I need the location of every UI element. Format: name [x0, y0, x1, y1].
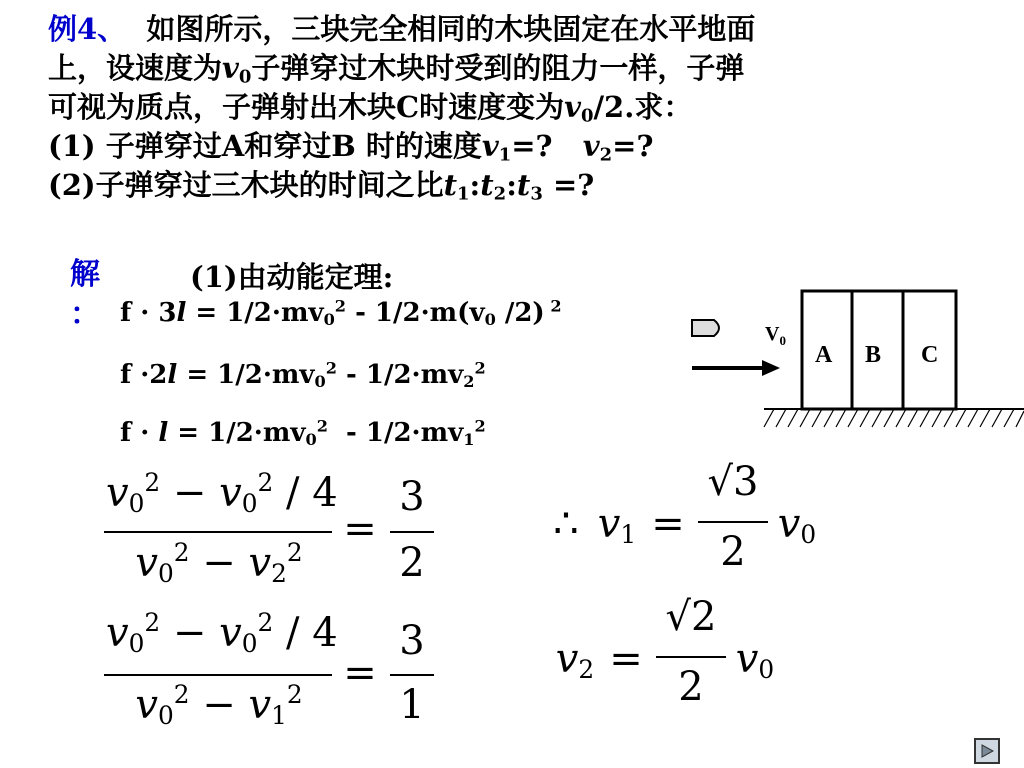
ratio-equation-1: $v_0^2 - v_0^2 / 4$ $v_0^2 - v_2^2$ = 3 2: [100, 470, 440, 600]
velocity-label: $V_0$: [765, 323, 786, 348]
equation-2: $f \cdot 2l = 1/2\cdot mv_0^2 - 1/2\cdot mv_2^2$: [120, 358, 486, 392]
blocks-diagram: [680, 282, 1024, 432]
problem-line-3: 可视为质点，子弹射出木块C时速度变为$v_0/2$.求：: [48, 90, 693, 127]
problem-statement: [48, 10, 1008, 205]
result-v1: ∴ $v_1$ = √3 2 $v_0$: [553, 459, 817, 575]
problem-line-5: (2)子弹穿过三木块的时间之比$t_1:t_2:t_3$ =?: [48, 168, 595, 205]
next-slide-button[interactable]: [974, 738, 1000, 764]
problem-line-2: 上，设速度为$v_0$子弹穿过木块时受到的阻力一样，子弹: [48, 51, 745, 88]
theorem-heading: (1)由动能定理:: [190, 260, 394, 294]
ratio-equation-2: $v_0^2 - v_0^2 / 4$ $v_0^2 - v_1^2$ = 3 1: [100, 610, 440, 740]
velocity-arrow: [692, 360, 780, 376]
problem-line-4: (1) 子弹穿过A和穿过B 时的速度$v_1=$? $v_2=$?: [48, 129, 654, 166]
block-b-label: B: [865, 342, 882, 368]
play-icon: [979, 743, 995, 759]
equation-3: $f \cdot l = 1/2\cdot mv_0^2 - 1/2\cdot mv_1^2$: [120, 416, 486, 450]
solution-label: 解 ：: [70, 257, 100, 332]
problem-line-1: 例4、 如图所示，三块完全相同的木块固定在水平地面: [48, 12, 756, 46]
result-v2: $v_2$ = √2 2 $v_0$: [555, 594, 775, 710]
bullet-icon: [692, 320, 719, 336]
block-a-label: A: [815, 342, 833, 368]
block-c-label: C: [921, 342, 939, 368]
ground-hatching: [764, 409, 1024, 427]
example-label: 例4、: [48, 12, 127, 46]
equation-1: $f \cdot 3l = 1/2\cdot mv_0^2 - 1/2\cdot m(v_0$ /2) $^2$: [120, 296, 562, 330]
